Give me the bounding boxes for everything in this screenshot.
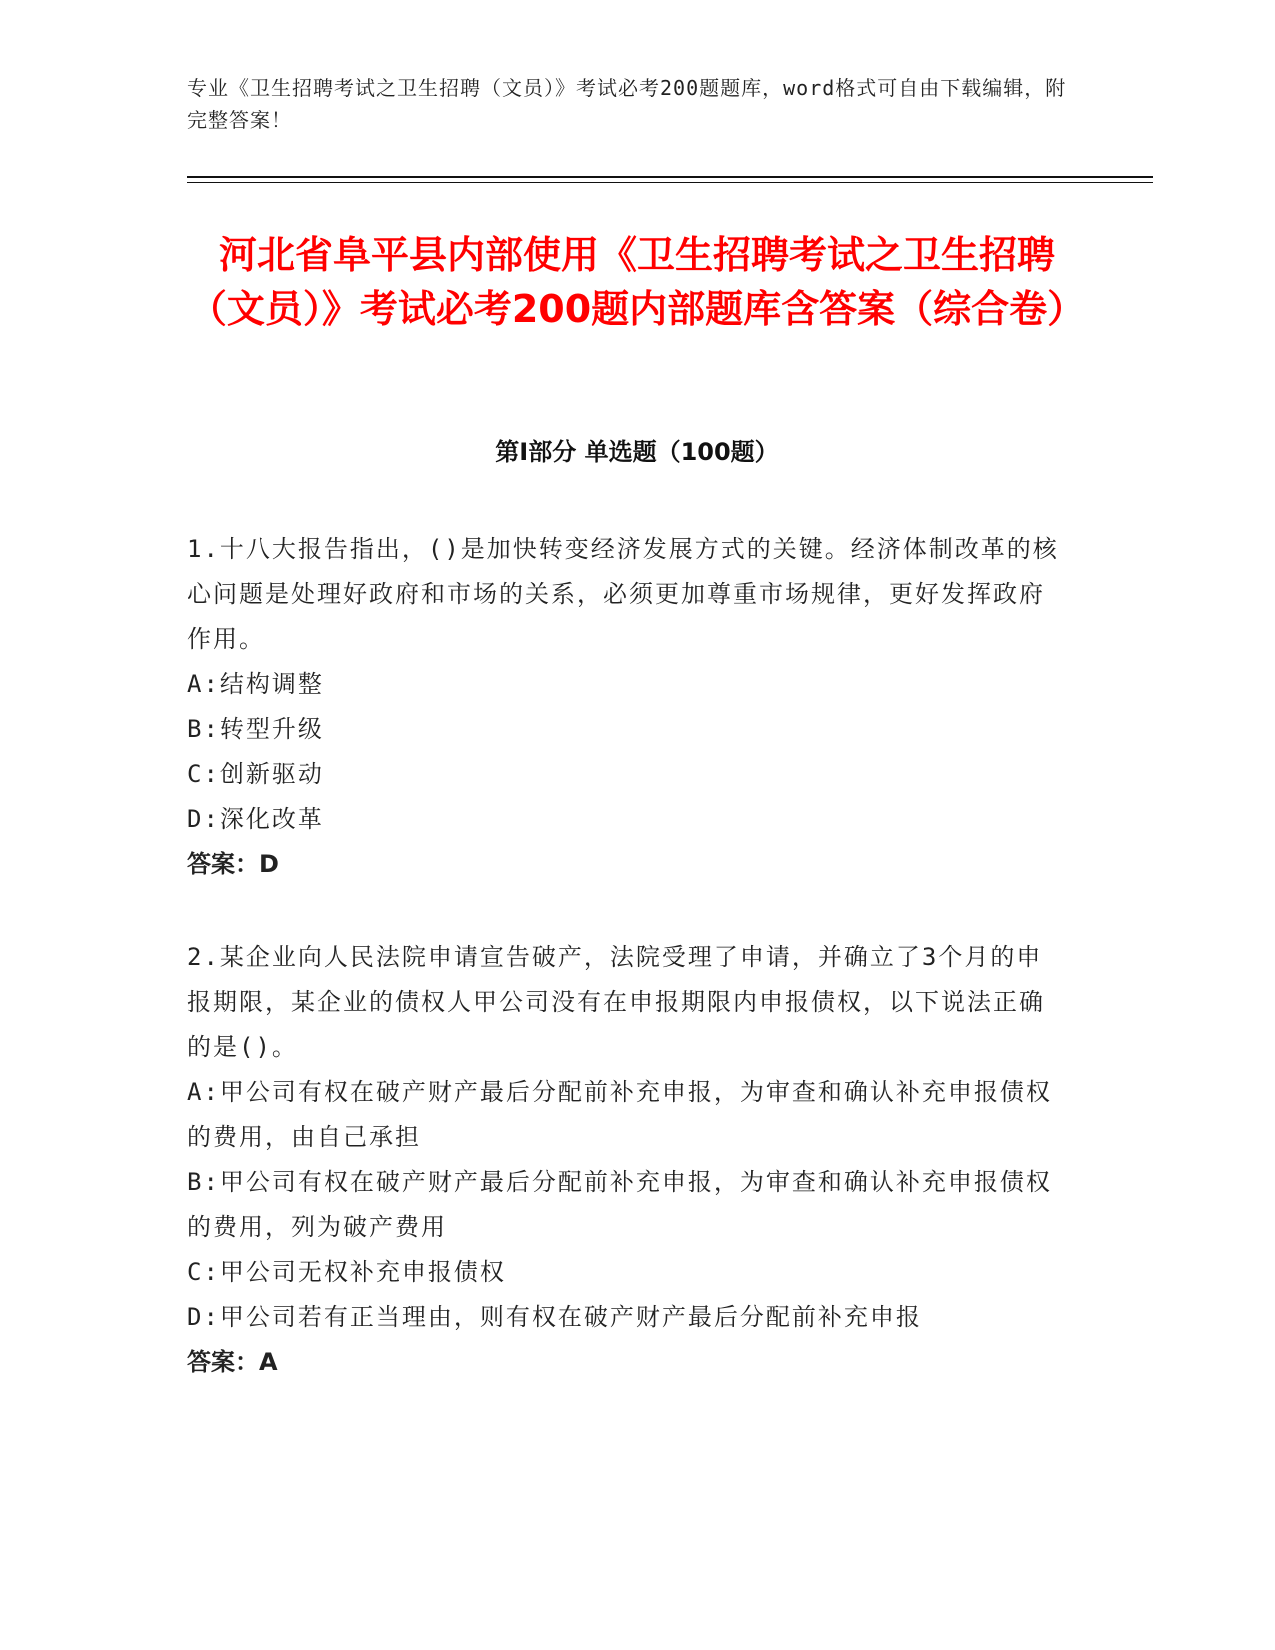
option-a: A:结构调整 [187,670,324,698]
option-c: C:创新驱动 [187,760,324,788]
option-d: D:深化改革 [187,805,324,833]
option-a: A:甲公司有权在破产财产最后分配前补充申报，为审查和确认补充申报债权的费用，由自己承担 [187,1078,1052,1151]
document-title: 河北省阜平县内部使用《卫生招聘考试之卫生招聘（文员）》考试必考200题内部题库含答案（综合卷） [188,233,1086,331]
question-2 [187,935,1067,1385]
option-c: C:甲公司无权补充申报债权 [187,1258,506,1286]
header-rule-thick [187,176,1153,178]
option-d: D:甲公司若有正当理由，则有权在破产财产最后分配前补充申报 [187,1303,922,1331]
section-heading: 第I部分 单选题（100题） [495,438,779,466]
question-stem: 1.十八大报告指出，()是加快转变经济发展方式的关键。经济体制改革的核心问题是处理好政府和市场的关系，必须更加尊重市场规律，更好发挥政府作用。 [187,535,1059,653]
answer-label: 答案：A [187,1348,278,1376]
answer-label: 答案：D [187,850,279,878]
header-rule-thin [187,182,1153,183]
question-stem: 2.某企业向人民法院申请宣告破产，法院受理了申请，并确立了3个月的申报期限，某企业的债权人甲公司没有在申报期限内申报债权，以下说法正确的是()。 [187,943,1045,1061]
option-b: B:甲公司有权在破产财产最后分配前补充申报，为审查和确认补充申报债权的费用，列为破产费用 [187,1168,1052,1241]
option-b: B:转型升级 [187,715,324,743]
question-1 [187,527,1067,887]
header-note: 专业《卫生招聘考试之卫生招聘（文员）》考试必考200题题库，word格式可自由下载编辑，附完整答案！ [187,76,1067,132]
